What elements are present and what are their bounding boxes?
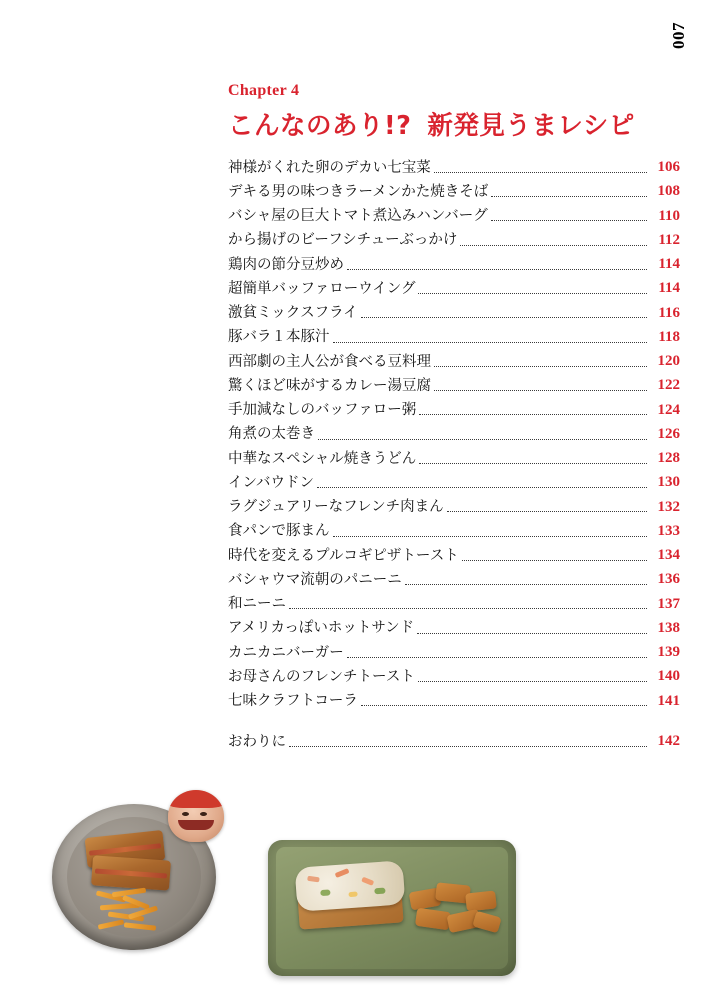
toc-entry-page: 122 [657,377,680,394]
toc-entry-title: カニカニバーガー [228,644,344,661]
toc-entry-leader [491,196,647,197]
toc-entry[interactable] [228,667,680,686]
toc-entry-title: おわりに [228,733,286,750]
toc-entry[interactable] [228,619,680,638]
toc-entry-title: 超簡単バッファローウイング [228,280,416,297]
toc-entry-title: 西部劇の主人公が食べる豆料理 [228,353,431,370]
toc-entry[interactable] [228,207,680,226]
chapter-title [228,106,680,142]
toc-entry-leader [419,463,647,464]
toc-entry-page: 136 [657,571,680,588]
toc-entry-title: 中華なスペシャル焼きうどん [228,450,417,467]
toc-entry-leader [318,439,647,440]
toc-entry[interactable] [228,522,680,541]
toc-entry[interactable] [228,692,680,711]
toc-entry-title: デキる男の味つきラーメンかた焼きそば [228,183,489,200]
toc-entry-title: バシャウマ流朝のパニーニ [228,571,402,588]
toc-entry[interactable] [228,182,680,201]
toc-entry-page: 141 [657,692,680,709]
toc-entry-title: 食パンで豚まん [228,523,330,540]
toc-entry-page: 126 [657,425,680,442]
toc-entry-title: アメリカっぽいホットサンド [228,620,415,637]
crab-salad-topping [295,860,406,911]
toc-entry[interactable] [228,328,680,347]
toc-entry-title: 七味クラフトコーラ [228,693,358,710]
toc-entry-leader [447,511,647,512]
toc-entry-title: 神様がくれた卵のデカい七宝菜 [228,159,431,176]
toc-entry-page: 120 [657,353,680,369]
toc-entry-title: 鶏肉の節分豆炒め [228,256,344,273]
toc-entry[interactable] [228,231,680,250]
toc-entry[interactable] [228,158,680,177]
toc-entry-title: 驚くほど味がするカレー湯豆腐 [228,377,431,394]
toc-entry-page: 112 [658,231,680,248]
toc-entry-page: 114 [658,280,680,297]
toc-entry[interactable] [228,473,680,492]
toc-entry-page: 142 [657,733,680,750]
toc-entry[interactable] [228,425,680,444]
toc-entry-title: 時代を変えるプルコギピザトースト [228,547,459,564]
sandwich-half-bottom [91,855,171,890]
toc-entry-leader [460,245,647,246]
toc-entry[interactable] [228,546,680,565]
toc-entry-leader [347,269,647,270]
toc-entry[interactable] [228,401,680,420]
toc-entry-page: 114 [658,256,680,272]
toc-entry-page: 106 [657,159,680,175]
toc-entry-leader [333,536,648,537]
toc-entry[interactable] [228,304,680,323]
toc-entry-page: 133 [657,522,680,539]
toc-entry[interactable] [228,376,680,395]
page-number: 007 [669,22,688,49]
crab-salad-toast-plate-photo [268,840,516,980]
chef-portrait-cutout [168,790,224,842]
toc-entry-title: お母さんのフレンチトースト [228,668,415,685]
toc-entry-leader [419,414,647,415]
toc-entry-page: 137 [657,595,680,612]
toc-entry-title: 激貧ミックスフライ [228,305,358,322]
toc-entry-page: 128 [657,450,680,466]
toc-entry[interactable] [228,449,680,468]
chapter-label: Chapter 4 [228,82,300,99]
curly-fries [94,890,168,936]
toc-entry[interactable] [228,643,680,662]
toc-entry-leader [434,172,647,173]
toc-entry[interactable] [228,498,680,517]
toc-entry-leader [405,584,647,585]
toc-entry-leader [434,390,647,391]
toc-entry-title: から揚げのビーフシチューぶっかけ [228,232,458,249]
toc-entry-leader [417,633,647,634]
toc-entry-title: 手加減なしのバッファロー粥 [228,402,417,419]
toc-entry-leader [361,705,647,706]
toc-entry[interactable] [228,279,680,298]
toc-entry-leader [491,220,647,221]
toc-entry-leader [347,657,647,658]
chapter-title-part1: こんなのあり!? [228,111,412,141]
toc-entry-page: 132 [657,498,680,515]
toc-entry-title: 和ニーニ [228,596,286,613]
toc-entry-page: 108 [657,183,680,200]
toc-entry-leader [361,317,647,318]
toc-entry-leader [333,342,648,343]
toc-entry-leader [418,293,647,294]
toc-entry-page: 110 [658,207,680,224]
toc-entry-leader [462,560,647,561]
toc-entry-page: 124 [657,401,680,418]
toc-entry-page: 139 [657,644,680,660]
toc-entry-title: インバウドン [228,474,314,491]
toc-entry-leader [289,608,647,609]
toc-entry-page: 134 [657,547,680,563]
toc-entry-page: 130 [657,474,680,491]
toc-entry-page: 138 [657,619,680,636]
fried-fritters [410,884,506,946]
toc-entry-leader [289,746,647,747]
toc-entry-title: 角煮の太巻き [228,426,315,443]
toc-entry-title: ラグジュアリーなフレンチ肉まん [228,499,444,516]
grilled-sandwich-plate-photo [48,790,220,962]
toc-entry[interactable] [228,570,680,589]
toc-entry-closing[interactable] [228,732,680,751]
toc-entry-leader [317,487,647,488]
toc-entry-leader [418,681,647,682]
toc-entry-title: バシャ屋の巨大トマト煮込みハンバーグ [228,208,488,225]
toc-entry-leader [434,366,647,367]
table-of-contents [228,82,680,757]
toc-entry-page: 118 [658,328,680,345]
toc-entry[interactable] [228,352,680,371]
toc-entry[interactable] [228,595,680,614]
chapter-title-part2: 新発見うまレシピ [427,111,635,141]
toc-entry-page: 116 [658,304,680,321]
toc-entry[interactable] [228,255,680,274]
toc-entry-page: 140 [657,668,680,685]
toc-entry-title: 豚バラ１本豚汁 [228,329,330,346]
